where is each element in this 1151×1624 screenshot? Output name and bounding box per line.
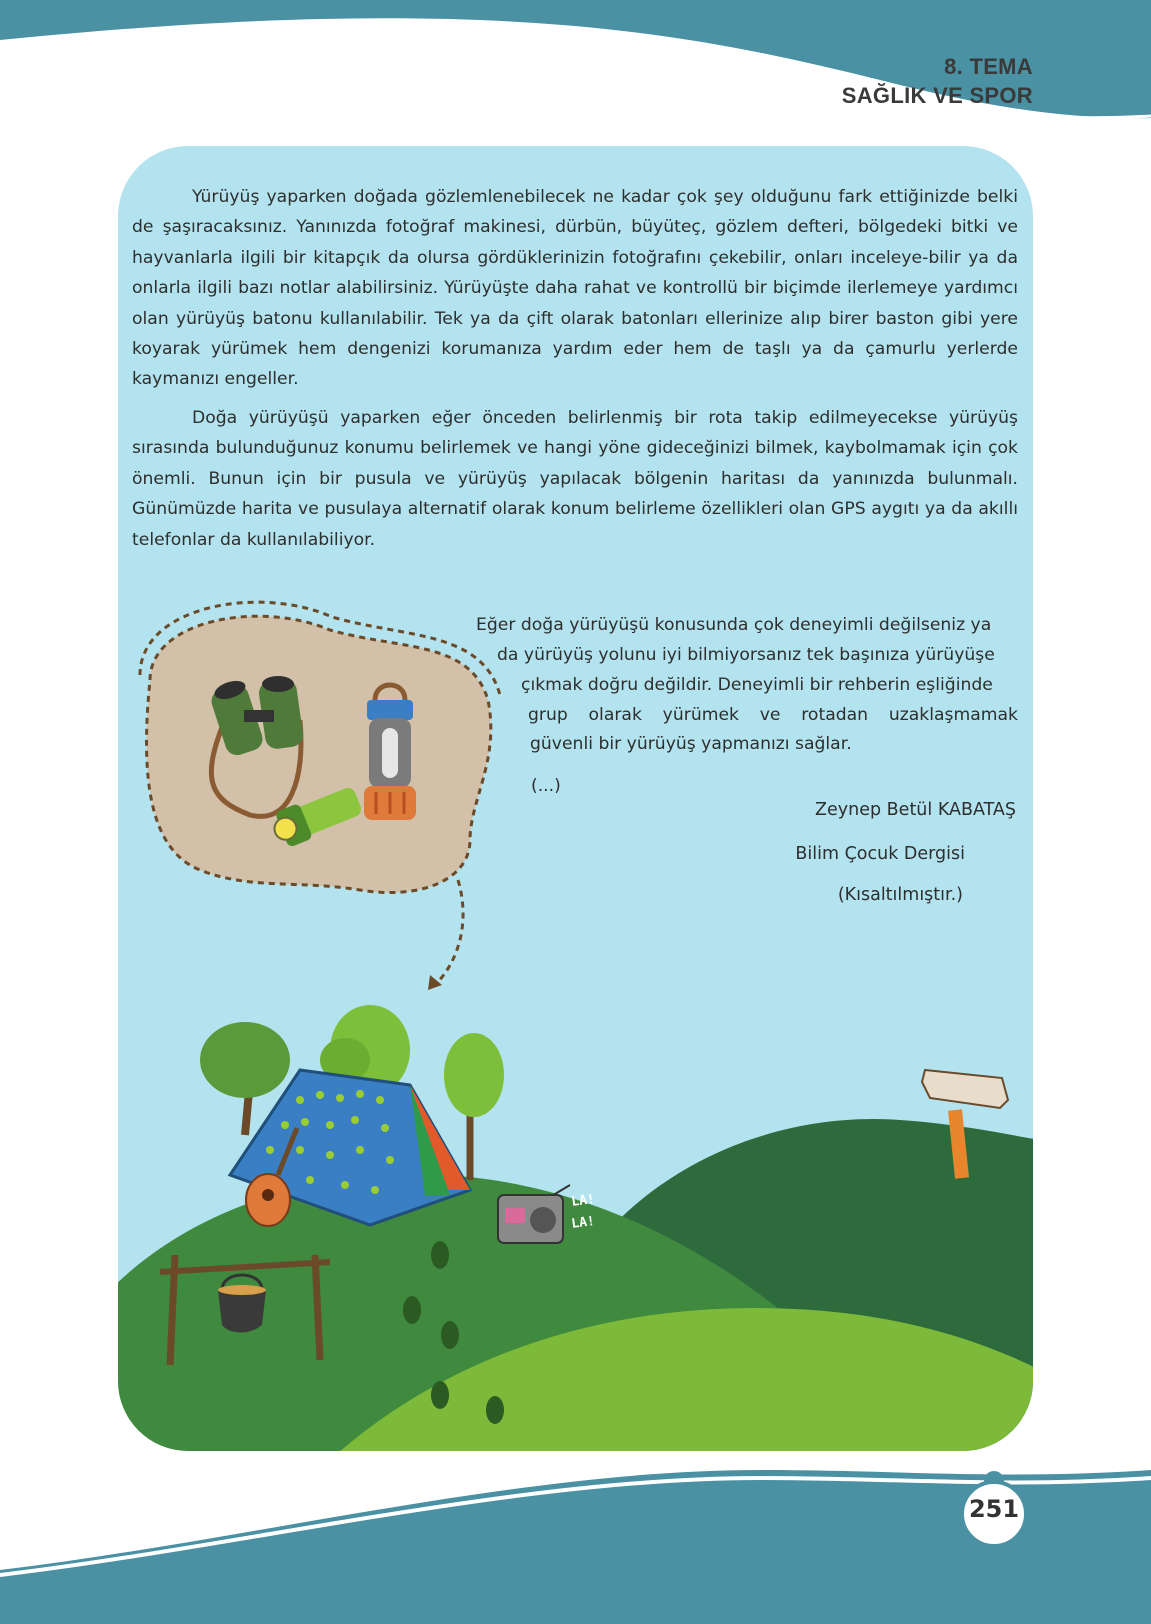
page-number: 251 bbox=[968, 1495, 1020, 1523]
paragraph-3-line-2: da yürüyüş yolunu iyi bilmiyorsanız tek başınıza yürüyüşe bbox=[497, 645, 995, 665]
theme-title: SAĞLIK VE SPOR bbox=[841, 83, 1033, 108]
paragraph-2: Doğa yürüyüşü yaparken eğer önceden belirlenmiş bir rota takip edilmeyecekse yürüyüş sırasında bulunduğunuz konumu belirlemek ve hangi yöne gideceğinizi bilmek, kaybolmamak için çok önemli. Bunun için bir pusula ve yürüyüş yapılacak bölgenin haritası da yanınızda bulunmalı. Günümüzde harita ve pusulaya alternatif olarak konum belirleme özellikleri olan GPS aygıtı ya da akıllı telefonlar da kullanılabiliyor. bbox=[132, 408, 1018, 550]
radio-sound-2: LA! bbox=[570, 1213, 596, 1232]
paragraph-3-line-3: çıkmak doğru değildir. Deneyimli bir rehberin eşliğinde bbox=[521, 675, 993, 695]
theme-number: 8. TEMA bbox=[944, 54, 1033, 79]
paragraph-3-line-4: grup olarak yürümek ve rotadan uzaklaşmamak bbox=[528, 705, 1018, 725]
equipment-blob bbox=[147, 616, 491, 892]
paragraph-3-line-5: güvenli bir yürüyüş yapmanızı sağlar. bbox=[530, 734, 852, 754]
radio-sound-1: LA! bbox=[570, 1191, 596, 1210]
source-note: (Kısaltılmıştır.) bbox=[837, 885, 963, 905]
source-publication: Bilim Çocuk Dergisi bbox=[795, 844, 965, 864]
paragraph-3-line-1: Eğer doğa yürüyüşü konusunda çok deneyimli değilseniz ya bbox=[476, 615, 992, 635]
source-author: Zeynep Betül KABATAŞ bbox=[815, 800, 1016, 820]
theme-header bbox=[842, 52, 1033, 110]
lantern-icon bbox=[364, 685, 416, 820]
ellipsis: (...) bbox=[531, 776, 561, 796]
paragraph-1: Yürüyüş yaparken doğada gözlemlenebilecek ne kadar çok şey olduğunu fark ettiğinizde belki de şaşıracaksınız. Yanınızda fotoğraf makinesi, dürbün, büyüteç, gözlem defteri, bölgedeki bitki ve hayvanlarla ilgili bir kitapçık da olursa gördüklerinizin fotoğrafını çekebilir, onları inceleye-bilir ya da onlarla ilgili bazı notlar alabilirsiniz. Yürüyüşte daha rahat ve kontrollü bir biçimde ilerlemeye yardımcı olan yürüyüş batonu kullanılabilir. Tek ya da çift olarak batonları ellerinize alıp birer baston gibi yere koyarak yürümek hem dengenizi korumanıza yardım eder hem de taşlı ya da çamurlu yerlerde kaymanızı engeller. bbox=[132, 187, 1018, 390]
